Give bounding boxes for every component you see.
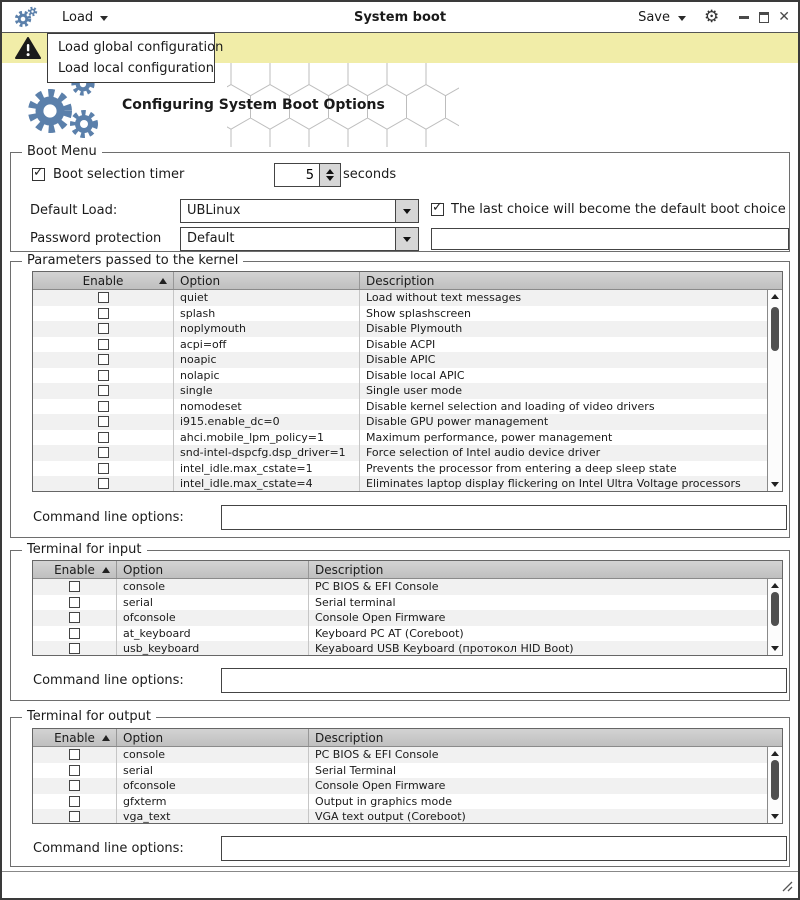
column-header-enable[interactable]: Enable [33,729,117,746]
title-bar [2,2,798,33]
column-header-option[interactable]: Option [117,729,309,746]
description-cell: Prevents the processor from entering a deep sleep state [366,461,677,475]
table-row[interactable] [33,809,782,824]
terminal-input-table [32,560,783,656]
table-row[interactable] [33,641,782,656]
load-dropdown-menu [47,33,224,83]
scrollbar-thumb[interactable] [771,307,779,351]
description-cell: Serial terminal [315,595,396,609]
combo-arrow-button[interactable] [395,228,418,250]
row-enable-checkbox[interactable] [69,780,80,791]
row-enable-checkbox[interactable] [69,643,80,654]
scrollbar-thumb[interactable] [771,592,779,626]
menu-item-load-local[interactable]: Load local configuration [58,61,214,76]
row-enable-checkbox[interactable] [69,749,80,760]
description-cell: PC BIOS & EFI Console [315,580,439,594]
triangle-down-icon [771,646,779,651]
scroll-down-button[interactable] [768,478,782,491]
window-controls [739,10,790,24]
row-enable-checkbox[interactable] [69,597,80,608]
column-header-option[interactable]: Option [117,561,309,578]
table-row[interactable] [33,290,782,306]
menu-item-load-global[interactable]: Load global configuration [58,40,224,55]
default-load-label: Default Load: [30,203,118,218]
option-cell: quiet [174,290,360,306]
column-header-enable[interactable]: Enable [33,561,117,578]
triangle-up-icon [771,583,779,588]
table-row[interactable] [33,579,782,595]
row-enable-checkbox[interactable] [98,416,109,427]
maximize-button[interactable] [758,12,769,22]
table-header [33,272,782,290]
kernel-cmdline-input[interactable] [221,505,787,530]
description-cell: Force selection of Intel audio device driver [366,446,601,460]
last-choice-checkbox[interactable] [431,203,444,216]
load-menu-button[interactable] [58,8,112,27]
minimize-icon [739,16,749,19]
triangle-up-icon [771,294,779,299]
description-cell: VGA text output (Coreboot) [315,810,466,824]
table-row[interactable] [33,445,782,461]
vertical-scrollbar[interactable] [767,290,782,491]
table-row[interactable] [33,321,782,337]
row-enable-checkbox[interactable] [98,385,109,396]
option-cell: console [117,747,309,763]
triangle-down-icon [771,482,779,487]
table-row[interactable] [33,626,782,642]
description-cell: Eliminates laptop display flickering on Intel Ultra Voltage processors [366,477,741,491]
timer-spin-buttons [319,164,340,186]
default-load-select[interactable] [180,199,419,223]
table-body [33,579,782,656]
description-cell: Disable APIC [366,353,436,367]
maximize-icon [759,12,769,23]
timer-value-input[interactable] [275,164,319,186]
table-body [33,290,782,492]
table-row[interactable] [33,399,782,415]
row-enable-checkbox[interactable] [98,463,109,474]
option-cell: intel_idle.max_cstate=4 [174,476,360,492]
option-cell: ofconsole [117,610,309,626]
row-enable-checkbox[interactable] [98,339,109,350]
row-enable-checkbox[interactable] [69,612,80,623]
terminal-output-table [32,728,783,824]
sort-ascending-icon [159,278,167,284]
table-row[interactable] [33,476,782,492]
option-cell: splash [174,306,360,322]
cmdline-label: Command line options: [33,841,184,856]
column-header-description[interactable]: Description [315,730,384,745]
minimize-button[interactable] [739,16,749,19]
scroll-up-button[interactable] [768,290,782,303]
close-button[interactable] [778,10,790,24]
close-icon: ✕ [778,9,790,25]
description-cell: Single user mode [366,384,462,398]
window-title: System boot [353,9,447,25]
column-header-description[interactable]: Description [366,273,435,288]
row-enable-checkbox[interactable] [69,796,80,807]
password-protection-select[interactable] [180,227,419,251]
option-cell: serial [117,763,309,779]
timer-unit-label: seconds [343,167,397,182]
option-cell: noplymouth [174,321,360,337]
row-enable-checkbox[interactable] [98,370,109,381]
last-choice-label: The last choice will become the default boot choice [451,202,786,217]
sort-ascending-icon [102,735,110,741]
scroll-down-button[interactable] [768,642,782,655]
password-protection-value: Default [187,231,235,246]
table-row[interactable] [33,763,782,779]
triangle-up-icon [771,751,779,756]
table-row[interactable] [33,747,782,763]
table-row[interactable] [33,352,782,368]
option-cell: nolapic [174,368,360,384]
row-enable-checkbox[interactable] [98,432,109,443]
row-enable-checkbox[interactable] [98,354,109,365]
column-header-option[interactable]: Option [174,272,360,289]
scroll-up-button[interactable] [768,579,782,592]
description-cell: Output in graphics mode [315,794,452,808]
description-cell: PC BIOS & EFI Console [315,748,439,762]
column-header-description[interactable]: Description [315,562,384,577]
description-cell: Disable ACPI [366,337,436,351]
table-row[interactable] [33,595,782,611]
resize-grip[interactable] [779,878,793,892]
row-enable-checkbox[interactable] [98,323,109,334]
save-menu-button[interactable] [634,8,690,27]
kernel-params-group [10,253,790,538]
description-cell: Disable GPU power management [366,415,549,429]
terminal-input-cmdline-input[interactable] [221,668,787,693]
timer-spinner [274,163,341,187]
description-cell: Serial Terminal [315,763,397,777]
row-enable-checkbox[interactable] [98,478,109,489]
vertical-scrollbar[interactable] [767,747,782,823]
chevron-down-icon [100,16,108,21]
description-cell: Keyboard PC AT (Coreboot) [315,626,464,640]
scroll-down-button[interactable] [768,810,782,823]
password-protection-label: Password protection [30,231,162,246]
column-header-enable[interactable]: Enable [33,272,174,289]
option-cell: usb_keyboard [117,641,309,656]
boot-selection-timer-checkbox[interactable] [32,168,45,181]
terminal-output-legend: Terminal for output [22,709,156,724]
default-load-value: UBLinux [187,203,241,218]
boot-menu-legend: Boot Menu [22,144,102,159]
description-cell: Console Open Firmware [315,611,446,625]
scroll-up-button[interactable] [768,747,782,760]
option-cell: nomodeset [174,399,360,415]
option-cell: noapic [174,352,360,368]
row-enable-checkbox[interactable] [69,628,80,639]
option-cell: single [174,383,360,399]
spinner-up-button[interactable] [326,169,334,174]
table-row[interactable] [33,368,782,384]
table-body [33,747,782,824]
option-cell: at_keyboard [117,626,309,642]
description-cell: Console Open Firmware [315,779,446,793]
option-cell: vga_text [117,809,309,824]
password-input[interactable] [431,228,789,250]
spinner-down-button[interactable] [326,176,334,181]
table-row[interactable] [33,610,782,626]
row-enable-checkbox[interactable] [69,765,80,776]
option-cell: intel_idle.max_cstate=1 [174,461,360,477]
cmdline-label: Command line options: [33,673,184,688]
table-row[interactable] [33,414,782,430]
table-header [33,729,782,747]
kernel-params-legend: Parameters passed to the kernel [22,253,243,268]
table-row[interactable] [33,778,782,794]
table-row[interactable] [33,306,782,322]
scrollbar-thumb[interactable] [771,760,779,800]
status-bar-separator [2,871,798,872]
chevron-down-icon [678,16,686,21]
save-menu-label: Save [638,9,671,25]
option-cell: gfxterm [117,794,309,810]
option-cell: snd-intel-dspcfg.dsp_driver=1 [174,445,360,461]
table-row[interactable] [33,383,782,399]
boot-selection-timer-label: Boot selection timer [53,167,185,182]
description-cell: Show splashscreen [366,306,471,320]
vertical-scrollbar[interactable] [767,579,782,655]
row-enable-checkbox[interactable] [98,401,109,412]
combo-arrow-button[interactable] [395,200,418,222]
description-cell: Disable kernel selection and loading of video drivers [366,399,655,413]
triangle-down-icon [771,814,779,819]
description-cell: Disable local APIC [366,368,465,382]
row-enable-checkbox[interactable] [98,308,109,319]
option-cell: serial [117,595,309,611]
table-header [33,561,782,579]
option-cell: ofconsole [117,778,309,794]
table-row[interactable] [33,430,782,446]
description-cell: Maximum performance, power management [366,430,613,444]
gear-icon: ⚙ [704,6,720,27]
table-row[interactable] [33,337,782,353]
option-cell: acpi=off [174,337,360,353]
cmdline-label: Command line options: [33,510,184,525]
option-cell: console [117,579,309,595]
description-cell: Load without text messages [366,291,522,305]
description-cell: Disable Plymouth [366,322,463,336]
row-enable-checkbox[interactable] [98,292,109,303]
chevron-down-icon [403,237,411,242]
table-row[interactable] [33,461,782,477]
load-menu-label: Load [62,9,94,25]
chevron-down-icon [403,209,411,214]
terminal-input-group [10,542,790,701]
settings-gear-button[interactable] [704,6,720,27]
kernel-params-table [32,271,783,492]
sort-ascending-icon [102,567,110,573]
terminal-output-group [10,709,790,867]
description-cell: Keyaboard USB Keyboard (протокол HID Boot) [315,642,574,656]
row-enable-checkbox[interactable] [69,811,80,822]
option-cell: ahci.mobile_lpm_policy=1 [174,430,360,446]
option-cell: i915.enable_dc=0 [174,414,360,430]
app-gears-icon [14,6,38,28]
terminal-output-cmdline-input[interactable] [221,836,787,861]
titlebar-right-controls [634,2,790,32]
row-enable-checkbox[interactable] [98,447,109,458]
page-title: Configuring System Boot Options [122,97,385,113]
terminal-input-legend: Terminal for input [22,542,147,557]
boot-menu-group [10,144,790,252]
row-enable-checkbox[interactable] [69,581,80,592]
table-row[interactable] [33,794,782,810]
warning-triangle-icon [15,37,41,59]
